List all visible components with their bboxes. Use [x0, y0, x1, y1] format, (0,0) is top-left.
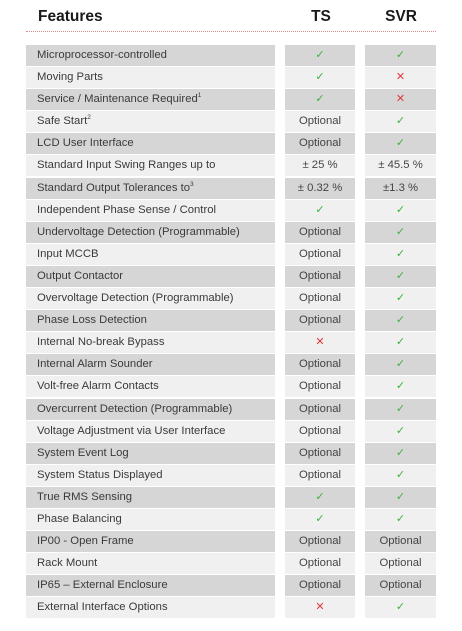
svr-cell — [365, 178, 436, 199]
svr-value: ±1.3 % — [382, 181, 419, 194]
table-row — [26, 597, 438, 619]
svr-cell — [365, 465, 436, 486]
feature-label: Moving Parts — [37, 71, 103, 84]
ts-cell — [285, 597, 355, 618]
check-icon: ✓ — [395, 115, 406, 128]
feature-cell — [26, 376, 275, 397]
cross-icon: ✕ — [395, 71, 406, 84]
feature-cell — [26, 487, 275, 508]
svr-cell — [365, 266, 436, 287]
feature-label: Phase Balancing — [37, 512, 122, 525]
check-icon: ✓ — [395, 380, 406, 393]
cross-icon: ✕ — [315, 336, 325, 349]
ts-cell — [285, 553, 355, 574]
ts-value: Optional — [298, 380, 342, 393]
ts-cell — [285, 288, 355, 309]
ts-cell — [285, 443, 355, 464]
ts-cell — [285, 421, 355, 442]
feature-cell — [26, 421, 275, 442]
table-row — [26, 332, 438, 354]
comparison-table — [26, 45, 438, 619]
ts-cell — [285, 465, 355, 486]
check-icon: ✓ — [315, 93, 325, 106]
ts-cell — [285, 45, 355, 66]
check-icon: ✓ — [395, 424, 406, 437]
ts-cell — [285, 376, 355, 397]
table-row — [26, 178, 438, 200]
feature-label: Phase Loss Detection — [37, 314, 147, 327]
ts-value: Optional — [298, 137, 342, 150]
svr-cell — [365, 553, 436, 574]
ts-value: Optional — [298, 314, 342, 327]
table-row — [26, 421, 438, 443]
feature-cell — [26, 575, 275, 596]
table-row — [26, 376, 438, 398]
svr-cell — [365, 509, 436, 530]
table-row — [26, 200, 438, 222]
ts-value: Optional — [298, 247, 342, 260]
table-row — [26, 399, 438, 421]
feature-cell — [26, 178, 275, 199]
svr-value: Optional — [379, 579, 422, 592]
check-icon: ✓ — [395, 49, 406, 61]
feature-cell — [26, 332, 275, 353]
svr-cell — [365, 597, 436, 618]
ts-cell — [285, 133, 355, 154]
table-row — [26, 288, 438, 310]
table-row — [26, 89, 438, 111]
check-icon: ✓ — [395, 314, 406, 327]
feature-label: Independent Phase Sense / Control — [37, 203, 216, 216]
ts-cell — [285, 178, 355, 199]
svr-cell — [365, 376, 436, 397]
feature-cell — [26, 111, 275, 132]
check-icon: ✓ — [395, 446, 406, 459]
svr-cell — [365, 332, 436, 353]
ts-cell — [285, 354, 355, 375]
ts-cell — [285, 531, 355, 552]
feature-label: Output Contactor — [37, 269, 124, 282]
svr-cell — [365, 67, 436, 88]
feature-cell — [26, 553, 275, 574]
feature-cell — [26, 67, 275, 88]
feature-cell — [26, 354, 275, 375]
ts-value: Optional — [298, 579, 342, 592]
check-icon: ✓ — [395, 601, 406, 614]
svr-cell — [365, 222, 436, 243]
feature-label: System Status Displayed — [37, 468, 163, 481]
header-divider — [26, 31, 436, 32]
features-column-header: Features — [38, 8, 103, 25]
check-icon: ✓ — [395, 203, 406, 216]
ts-cell — [285, 111, 355, 132]
ts-value: Optional — [298, 557, 342, 570]
feature-cell — [26, 244, 275, 265]
svr-cell — [365, 111, 436, 132]
table-row — [26, 465, 438, 487]
feature-cell — [26, 133, 275, 154]
svr-cell — [365, 399, 436, 420]
table-row — [26, 111, 438, 133]
feature-label: Rack Mount — [37, 557, 98, 570]
feature-label: Voltage Adjustment via User Interface — [37, 424, 226, 437]
check-icon: ✓ — [395, 490, 406, 503]
svr-value: Optional — [379, 557, 422, 570]
ts-value: Optional — [298, 446, 342, 459]
table-row — [26, 310, 438, 332]
ts-value: Optional — [298, 292, 342, 305]
svr-cell — [365, 531, 436, 552]
ts-value: Optional — [298, 269, 342, 282]
ts-cell — [285, 332, 355, 353]
cross-icon: ✕ — [395, 93, 406, 106]
ts-cell — [285, 67, 355, 88]
table-row — [26, 531, 438, 553]
table-row — [26, 155, 438, 177]
svr-cell — [365, 443, 436, 464]
feature-cell — [26, 443, 275, 464]
svr-cell — [365, 244, 436, 265]
table-row — [26, 553, 438, 575]
check-icon: ✓ — [315, 490, 325, 503]
check-icon: ✓ — [395, 292, 406, 305]
ts-value: Optional — [298, 535, 342, 548]
table-row — [26, 509, 438, 531]
feature-label: IP65 – External Enclosure — [37, 579, 168, 592]
svr-cell — [365, 575, 436, 596]
check-icon: ✓ — [395, 336, 406, 349]
ts-value: Optional — [298, 468, 342, 481]
feature-cell — [26, 266, 275, 287]
ts-cell — [285, 89, 355, 110]
feature-label: Overcurrent Detection (Programmable) — [37, 402, 233, 415]
table-row — [26, 443, 438, 465]
feature-cell — [26, 155, 275, 176]
svr-value: ± 45.5 % — [378, 159, 423, 172]
check-icon: ✓ — [395, 402, 406, 415]
check-icon: ✓ — [395, 512, 406, 525]
ts-value: Optional — [298, 225, 342, 238]
ts-cell — [285, 399, 355, 420]
footnote-marker: 1 — [197, 92, 202, 100]
table-row — [26, 354, 438, 376]
feature-cell — [26, 531, 275, 552]
ts-cell — [285, 222, 355, 243]
check-icon: ✓ — [315, 71, 325, 84]
check-icon: ✓ — [315, 512, 325, 525]
feature-cell — [26, 222, 275, 243]
svr-column-header: SVR — [385, 8, 417, 25]
feature-label: Microprocessor-controlled — [37, 49, 167, 61]
feature-cell — [26, 200, 275, 221]
svr-cell — [365, 200, 436, 221]
feature-cell — [26, 310, 275, 331]
feature-cell — [26, 597, 275, 618]
feature-label: Standard Output Tolerances to — [37, 181, 191, 194]
feature-cell — [26, 465, 275, 486]
table-row — [26, 244, 438, 266]
table-row — [26, 266, 438, 288]
ts-cell — [285, 266, 355, 287]
svr-cell — [365, 487, 436, 508]
ts-cell — [285, 155, 355, 176]
ts-value: Optional — [298, 115, 342, 128]
feature-label: Overvoltage Detection (Programmable) — [37, 292, 234, 305]
svr-cell — [365, 310, 436, 331]
svr-value: Optional — [379, 535, 422, 548]
ts-cell — [285, 575, 355, 596]
feature-label: True RMS Sensing — [37, 490, 133, 503]
check-icon: ✓ — [395, 358, 406, 371]
check-icon: ✓ — [315, 203, 325, 216]
cross-icon: ✕ — [315, 601, 325, 614]
footnote-marker: 2 — [87, 114, 91, 122]
table-row — [26, 222, 438, 244]
table-row — [26, 45, 438, 67]
feature-label: IP00 - Open Frame — [37, 535, 134, 548]
feature-label: Service / Maintenance Required — [37, 93, 198, 106]
feature-label: Internal Alarm Sounder — [37, 358, 153, 371]
ts-cell — [285, 310, 355, 331]
feature-cell — [26, 509, 275, 530]
feature-label: Standard Input Swing Ranges up to — [37, 159, 216, 172]
check-icon: ✓ — [315, 49, 325, 61]
svr-cell — [365, 354, 436, 375]
svr-cell — [365, 89, 436, 110]
ts-value: Optional — [298, 424, 342, 437]
feature-label: Volt-free Alarm Contacts — [37, 380, 159, 393]
svr-cell — [365, 45, 436, 66]
check-icon: ✓ — [395, 247, 406, 260]
feature-label: External Interface Options — [37, 601, 168, 614]
ts-cell — [285, 200, 355, 221]
feature-cell — [26, 399, 275, 420]
table-row — [26, 67, 438, 89]
feature-label: Internal No-break Bypass — [37, 336, 165, 349]
table-row — [26, 133, 438, 155]
feature-label: System Event Log — [37, 446, 129, 459]
table-row — [26, 575, 438, 597]
check-icon: ✓ — [395, 225, 406, 238]
check-icon: ✓ — [395, 269, 406, 282]
table-row — [26, 487, 438, 509]
svr-cell — [365, 133, 436, 154]
check-icon: ✓ — [395, 468, 406, 481]
feature-label: Undervoltage Detection (Programmable) — [37, 225, 240, 238]
ts-value: Optional — [298, 358, 342, 371]
ts-cell — [285, 244, 355, 265]
footnote-marker: 3 — [190, 180, 194, 188]
feature-cell — [26, 89, 275, 110]
ts-value: ± 0.32 % — [297, 181, 343, 194]
ts-value: Optional — [298, 402, 342, 415]
check-icon: ✓ — [395, 137, 406, 150]
svr-cell — [365, 155, 436, 176]
feature-cell — [26, 45, 275, 66]
ts-column-header: TS — [311, 8, 331, 25]
feature-label: LCD User Interface — [37, 137, 134, 150]
svr-cell — [365, 288, 436, 309]
svr-cell — [365, 421, 436, 442]
feature-label: Input MCCB — [37, 247, 99, 260]
ts-value: ± 25 % — [302, 159, 338, 172]
feature-label: Safe Start — [37, 115, 88, 128]
ts-cell — [285, 509, 355, 530]
feature-cell — [26, 288, 275, 309]
ts-cell — [285, 487, 355, 508]
